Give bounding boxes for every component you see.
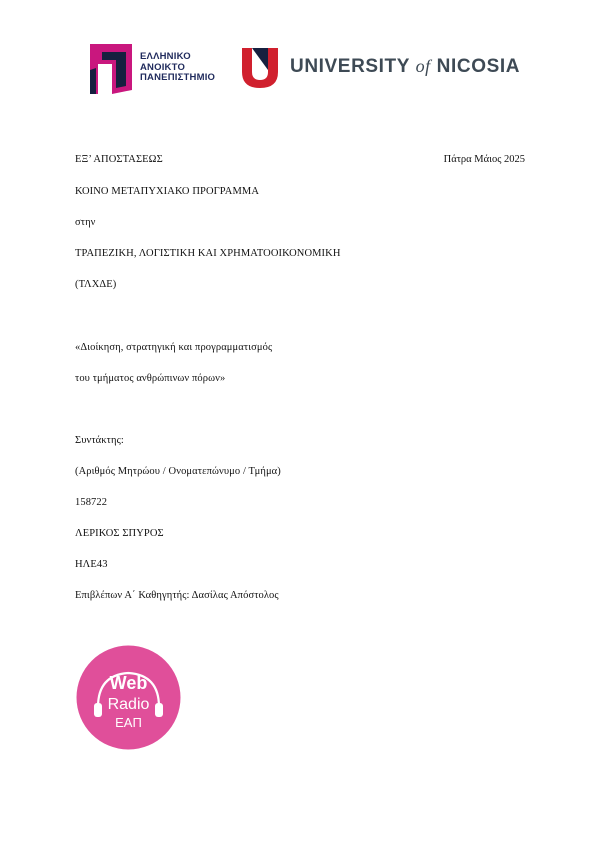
web-radio-line-1: Web [109, 673, 148, 693]
header-logos [88, 40, 528, 100]
headphone-right-icon [155, 703, 163, 717]
web-radio-logo [76, 645, 181, 750]
hou-logo-mark-icon [88, 42, 134, 96]
program-line-3: ΤΡΑΠΕΖΙΚΗ, ΛΟΓΙΣΤΙΚΗ ΚΑΙ ΧΡΗΜΑΤΟΟΙΚΟΝΟΜΙΚΗ [75, 248, 341, 259]
unic-logo-text [290, 56, 520, 78]
web-radio-line-3: ΕΑΠ [115, 715, 142, 730]
supervisor: Επιβλέπων Α΄ Καθηγητής: Δασίλας Απόστολος [75, 590, 279, 601]
hou-logo-line-3: ΠΑΝΕΠΙΣΤΗΜΙΟ [140, 72, 216, 83]
thesis-title-line-2: του τμήματος ανθρώπινων πόρων» [75, 373, 226, 384]
hou-logo-line-1: ΕΛΛΗΝΙΚΟ [140, 51, 191, 62]
distance-learning-label: ΕΞ’ ΑΠΟΣΤΑΣΕΩΣ [75, 154, 163, 165]
unic-logo [240, 44, 530, 96]
headphone-left-icon [94, 703, 102, 717]
web-radio-line-2: Radio [107, 696, 150, 713]
place-date: Πάτρα Μάιος 2025 [443, 154, 525, 165]
hou-logo-line-2: ΑΝΟΙΚΤΟ [140, 61, 186, 73]
thesis-title-line-1: «Διοίκηση, στρατηγική και προγραμματισμός [75, 342, 273, 353]
department: ΗΛΕ43 [75, 559, 108, 570]
author-label: Συντάκτης: [75, 435, 124, 446]
hou-logo-text [140, 52, 215, 84]
unic-logo-of: of [415, 56, 431, 76]
author-fields-label: (Αριθμός Μητρώου / Ονοματεπώνυμο / Τμήμα) [75, 466, 281, 477]
unic-logo-university: UNIVERSITY [290, 56, 410, 77]
registration-number: 158722 [75, 497, 108, 508]
program-line-2: στην [75, 217, 96, 228]
program-line-1: ΚΟΙΝΟ ΜΕΤΑΠΥΧΙΑΚΟ ΠΡΟΓΡΑΜΜΑ [75, 186, 260, 197]
program-abbreviation: (ΤΛΧΔΕ) [75, 279, 117, 290]
author-name: ΛΕΡΙΚΟΣ ΣΠΥΡΟΣ [75, 528, 164, 539]
unic-logo-nicosia: NICOSIA [436, 56, 521, 77]
hou-logo [88, 40, 228, 98]
unic-logo-mark-icon [240, 46, 280, 90]
